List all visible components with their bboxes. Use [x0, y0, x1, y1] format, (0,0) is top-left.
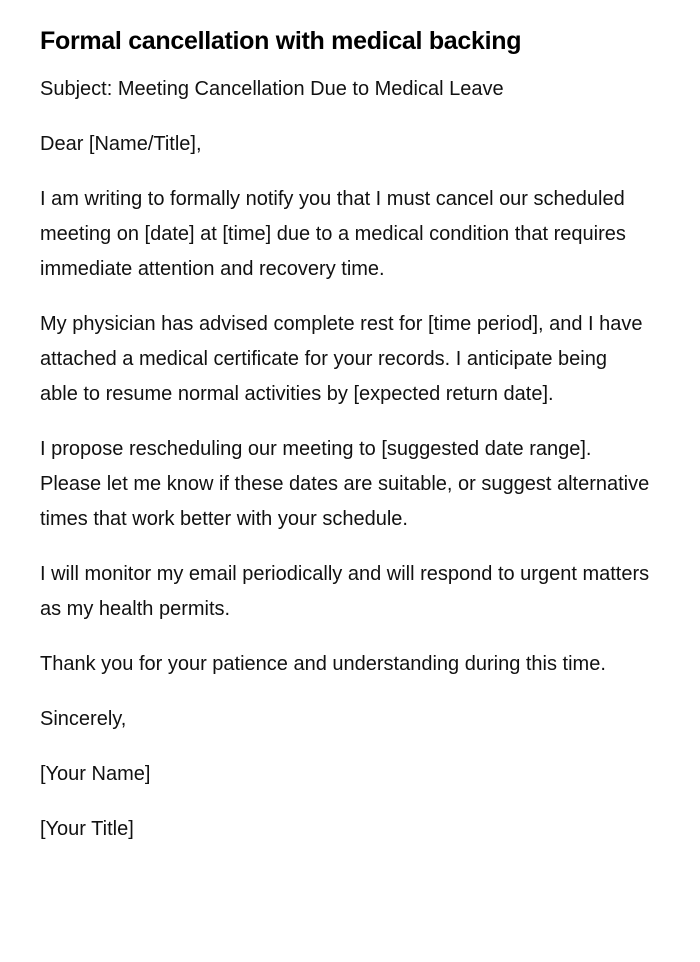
body-paragraph-notification: I am writing to formally notify you that I must cancel our scheduled meeting on [date] at [time] due to a medical condition that requires immediate attention and recovery time. — [40, 188, 626, 280]
subject-line: Subject: Meeting Cancellation Due to Medical Leave — [40, 78, 504, 100]
salutation: Dear [Name/Title], — [40, 133, 202, 155]
body-paragraph-availability: I will monitor my email periodically and will respond to urgent matters as my health permits. — [40, 563, 650, 620]
sender-title: [Your Title] — [40, 818, 134, 840]
closing: Sincerely, — [40, 708, 127, 730]
body-paragraph-reschedule: I propose rescheduling our meeting to [suggested date range]. Please let me know if these dates are suitable, or suggest alternative times that work better with your schedule. — [40, 438, 650, 530]
letter-document — [40, 24, 650, 867]
sender-name: [Your Name] — [40, 763, 151, 785]
body-paragraph-thanks: Thank you for your patience and understanding during this time. — [40, 653, 606, 675]
document-title: Formal cancellation with medical backing — [40, 27, 522, 55]
body-paragraph-medical: My physician has advised complete rest for [time period], and I have attached a medical certificate for your records. I anticipate being able to resume normal activities by [expected return date]. — [40, 313, 643, 405]
